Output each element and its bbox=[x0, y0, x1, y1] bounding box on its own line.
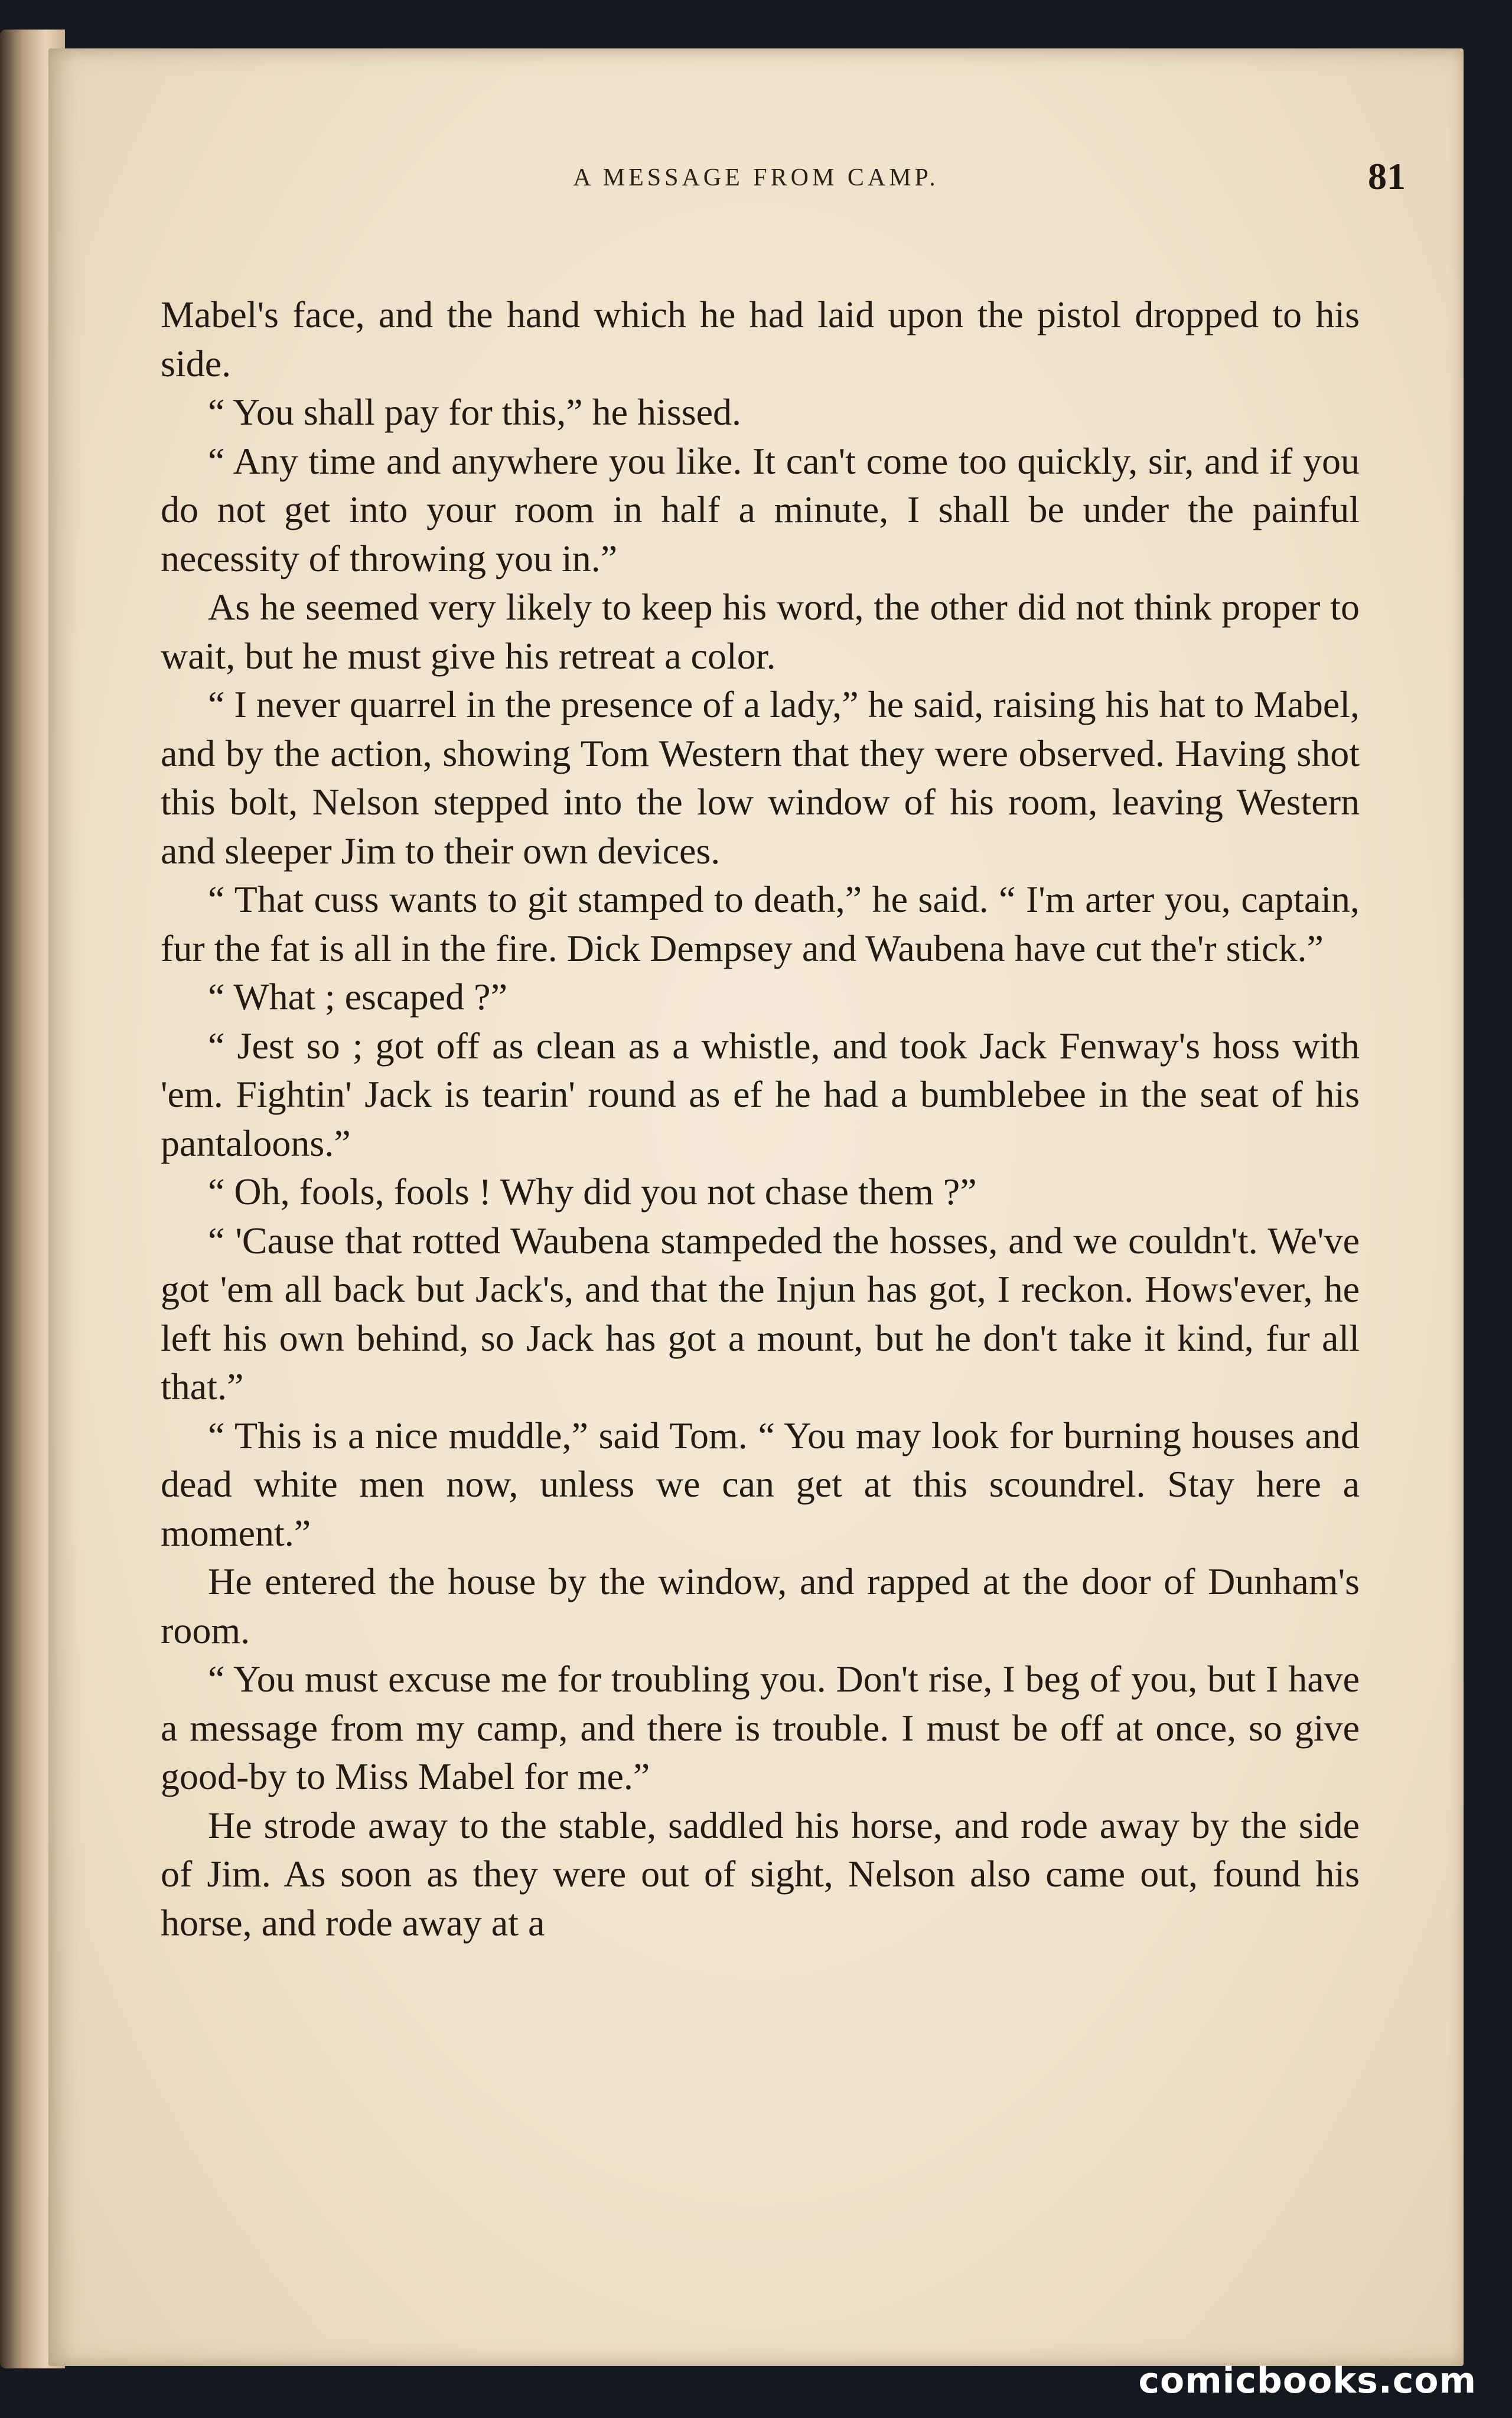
paragraph: “ You must excuse me for troubling you. Don't rise, I beg of you, but I have a message from my camp, and there is trouble. I must be off at once, so give good-by to Miss Mabel for me.” bbox=[161, 1658, 1360, 1797]
running-head: A MESSAGE FROM CAMP. bbox=[573, 164, 939, 191]
paragraph: Mabel's face, and the hand which he had laid upon the pistol dropped to his side. bbox=[161, 294, 1360, 384]
body-text bbox=[161, 291, 1360, 1947]
paragraph: “ 'Cause that rotted Waubena stampeded the hosses, and we couldn't. We've got 'em all back but Jack's, and that the Injun has got, I reckon. Hows'ever, he left his own behind, so Jack has got a mount, but he don't take it kind, fur all that.” bbox=[161, 1219, 1360, 1407]
watermark: comicbooks.com bbox=[1138, 2360, 1477, 2401]
paragraph: “ You shall pay for this,” he hissed. bbox=[208, 391, 742, 433]
paragraph: “ Any time and anywhere you like. It can't come too quickly, sir, and if you do not get into your room in half a minute, I shall be under the painful necessity of throwing you in.” bbox=[161, 439, 1360, 579]
paragraph: “ Oh, fools, fools ! Why did you not chase them ?” bbox=[208, 1171, 977, 1213]
book-page bbox=[48, 48, 1464, 2366]
paragraph: As he seemed very likely to keep his word, the other did not think proper to wait, but he must give his retreat a color. bbox=[161, 586, 1360, 677]
page-number: 81 bbox=[1368, 155, 1406, 197]
paragraph: “ I never quarrel in the presence of a lady,” he said, raising his hat to Mabel, and by the action, showing Tom Western that they were observed. Having shot this bolt, Nelson stepped into the low window of his room, leaving Western and sleeper Jim to their own devices. bbox=[161, 683, 1360, 872]
paragraph: “ This is a nice muddle,” said Tom. “ You may look for burning houses and dead white men now, unless we can get at this scoundrel. Stay here a moment.” bbox=[161, 1414, 1360, 1554]
paragraph: “ Jest so ; got off as clean as a whistle, and took Jack Fenway's hoss with 'em. Fightin' Jack is tearin' round as ef he had a bumblebee in the seat of his pantaloons.” bbox=[161, 1024, 1360, 1164]
paragraph: “ That cuss wants to git stamped to death,” he said. “ I'm arter you, captain, fur the fat is all in the fire. Dick Dempsey and Waubena have cut the'r stick.” bbox=[161, 878, 1360, 969]
paragraph: He entered the house by the window, and rapped at the door of Dunham's room. bbox=[161, 1560, 1360, 1651]
paragraph: He strode away to the stable, saddled his horse, and rode away by the side of Jim. As soon as they were out of sight, Nelson also came out, found his horse, and rode away at a bbox=[161, 1804, 1360, 1944]
paragraph: “ What ; escaped ?” bbox=[208, 976, 507, 1018]
